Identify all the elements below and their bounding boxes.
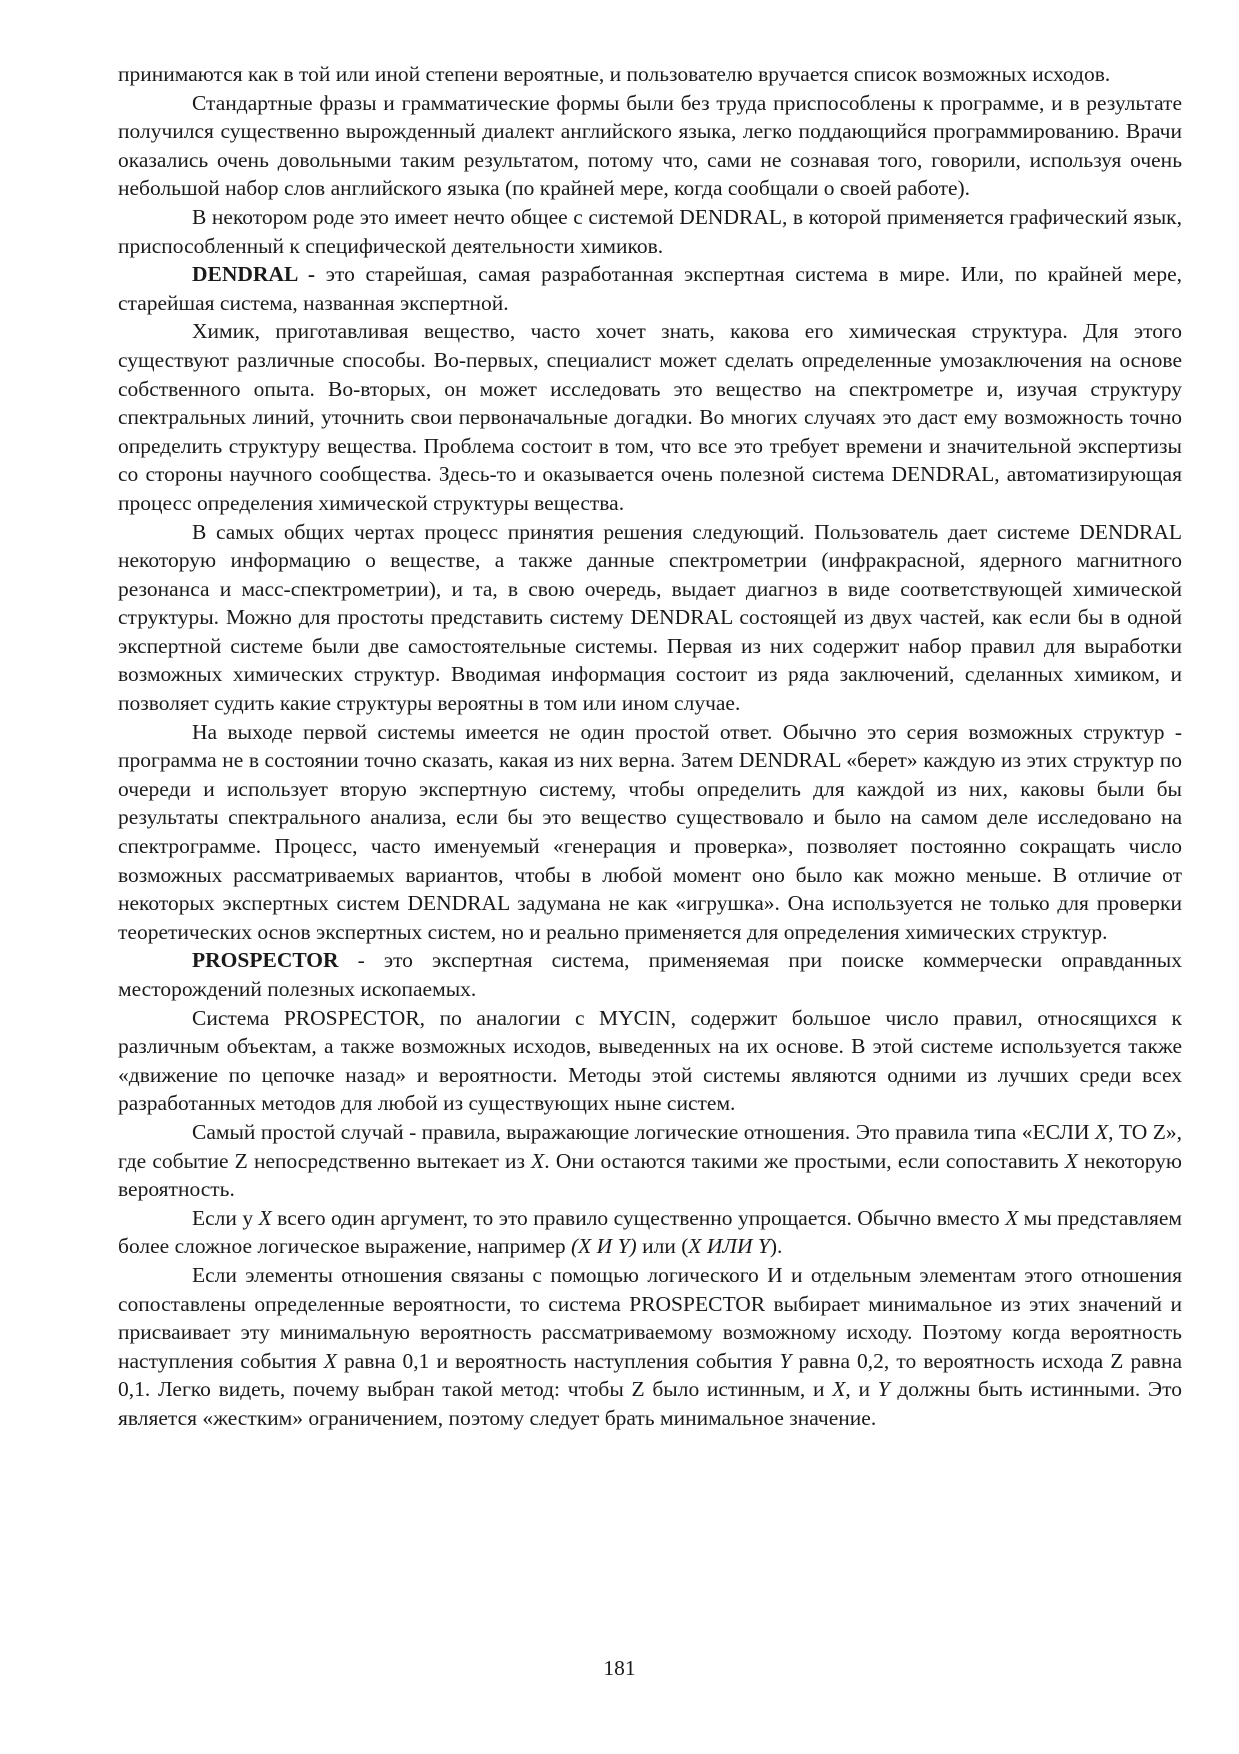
- paragraph: [118, 317, 1182, 517]
- bold-term: PROSPECTOR: [192, 948, 339, 973]
- text-run: Если элементы отношения связаны с помощью логического И и отдельным элементам этого отношения сопоставлены определенные вероятности, то система PROSPECTOR выбирает минимальное из этих значений и присваивает эту минимальную вероятность рассматриваемому возможному исходу. Поэтому когда вероятность наступления события: [118, 1262, 1182, 1373]
- text-run: равна 0,2, то вероятность исхода Z равна 0,1. Легко видеть, почему выбран такой метод: чтобы Z было истинным, и: [118, 1348, 1182, 1402]
- italic-variable: Y: [779, 1348, 792, 1373]
- paragraph: [118, 518, 1182, 718]
- text-run: - это экспертная система, применяемая при поиске коммерчески оправданных месторождений полезных ископаемых.: [118, 948, 1182, 1001]
- italic-variable: Y: [877, 1377, 890, 1402]
- text-run: , и: [845, 1377, 878, 1402]
- paragraph: [118, 203, 1182, 260]
- text-run: ).: [769, 1234, 783, 1259]
- text-run: , ТО Z», где событие Z непосредственно вытекает из: [118, 1119, 1182, 1173]
- paragraph: [118, 718, 1182, 947]
- italic-variable: X: [258, 1205, 272, 1230]
- paragraph: [118, 89, 1182, 203]
- paragraph: [118, 1004, 1182, 1118]
- text-run: Система PROSPECTOR, по аналогии с MYCIN, содержит большое число правил, относящихся к различным объектам, а также возможных исходов, выведенных на их основе. В этой системе используется также «движение по цепочке назад» и вероятности. Методы этой системы являются одними из лучших среди всех разработанных методов для любой из существующих ныне систем.: [118, 1005, 1182, 1116]
- text-run: должны быть истинными. Это является «жестким» ограничением, поэтому следует брать минимальное значение.: [118, 1377, 1182, 1430]
- text-run: Если у: [192, 1205, 259, 1230]
- text-run: Химик, приготавливая вещество, часто хочет знать, какова его химическая структура. Для этого существуют различные способы. Во-первых, специалист может сделать определенные умозаключения на основе собственного опыта. Во-вторых, он может исследовать это вещество на спектрометре и, изучая структуру спектральных линий, уточнить свои первоначальные догадки. Во многих случаях это даст ему возможность точно определить структуру вещества. Проблема состоит в том, что все это требует времени и значительной экспертизы со стороны научного сообщества. Здесь-то и оказывается очень полезной система DENDRAL, автоматизирующая процесс определения химической структуры вещества.: [118, 319, 1182, 515]
- text-run: некоторую вероятность.: [118, 1148, 1182, 1202]
- text-run: Самый простой случай - правила, выражающие логические отношения. Это правила типа «ЕСЛИ: [192, 1119, 1095, 1144]
- text-run: это старейшая, самая разработанная экспертная система в мире. Или, по крайней мере, старейшая система, названная экспертной.: [118, 262, 1182, 315]
- paragraph: [118, 60, 1182, 89]
- paragraph: [118, 260, 1182, 317]
- text-run: . Они остаются такими же простыми, если сопоставить: [544, 1148, 1065, 1173]
- italic-variable: X: [531, 1148, 545, 1173]
- italic-variable: X ИЛИ Y: [688, 1234, 770, 1259]
- page-number: 181: [603, 1656, 636, 1680]
- bold-term: DENDRAL -: [192, 262, 316, 287]
- italic-variable: (X И Y): [571, 1234, 637, 1259]
- text-run: или (: [636, 1234, 689, 1259]
- body-text: [118, 60, 1182, 1433]
- text-run: На выходе первой системы имеется не один простой ответ. Обычно это серия возможных структур - программа не в состоянии точно сказать, какая из них верна. Затем DENDRAL «берет» каждую из этих структур по очереди и использует вторую экспертную систему, чтобы определить для каждой из них, каковы были бы результаты спектрального анализа, если бы это вещество существовало и было на самом деле исследовано на спектрограмме. Процесс, часто именуемый «генерация и проверка», позволяет постоянно сокращать число возможных рассматриваемых вариантов, чтобы в любой момент оно было как можно меньше. В отличие от некоторых экспертных систем DENDRAL задумана не как «игрушка». Она используется не только для проверки теоретических основ экспертных систем, но и реально применяется для определения химических структур.: [118, 719, 1182, 944]
- italic-variable: X: [832, 1377, 846, 1402]
- paragraph: [118, 1261, 1182, 1433]
- text-run: В самых общих чертах процесс принятия решения следующий. Пользователь дает системе DENDRAL некоторую информацию о веществе, а также данные спектрометрии (инфракрасной, ядерного магнитного резонанса и масс-спектрометрии), и та, в свою очередь, выдает диагноз в виде соответствующей химической структуры. Можно для простоты представить систему DENDRAL состоящей из двух частей, как если бы в одной экспертной системе были две самостоятельные системы. Первая из них содержит набор правил для выработки возможных химических структур. Вводимая информация состоит из ряда заключений, сделанных химиком, и позволяет судить какие структуры вероятны в том или ином случае.: [118, 519, 1182, 716]
- text-run: Стандартные фразы и грамматические формы были без труда приспособлены к программе, и в результате получился существенно вырожденный диалект английского языка, легко поддающийся программированию. Врачи оказались очень довольными таким результатом, потому что, сами не сознавая того, говорили, используя очень небольшой набор слов английского языка (по крайней мере, когда сообщали о своей работе).: [118, 90, 1182, 201]
- text-run: мы представляем более сложное логическое выражение, например: [118, 1205, 1183, 1259]
- italic-variable: X: [1005, 1205, 1019, 1230]
- italic-variable: X: [323, 1348, 337, 1373]
- text-run: всего один аргумент, то это правило существенно упрощается. Обычно вместо: [271, 1205, 1006, 1230]
- paragraph: [118, 946, 1182, 1003]
- text-run: равна 0,1 и вероятность наступления события: [336, 1348, 780, 1373]
- italic-variable: X: [1064, 1148, 1078, 1173]
- text-run: В некотором роде это имеет нечто общее с системой DENDRAL, в которой применяется графический язык, приспособленный к специфической деятельности химиков.: [118, 204, 1182, 258]
- italic-variable: X: [1094, 1119, 1109, 1144]
- paragraph: [118, 1118, 1182, 1204]
- paragraph: [118, 1204, 1182, 1261]
- text-run: принимаются как в той или иной степени вероятные, и пользователю вручается список возможных исходов.: [118, 62, 1111, 86]
